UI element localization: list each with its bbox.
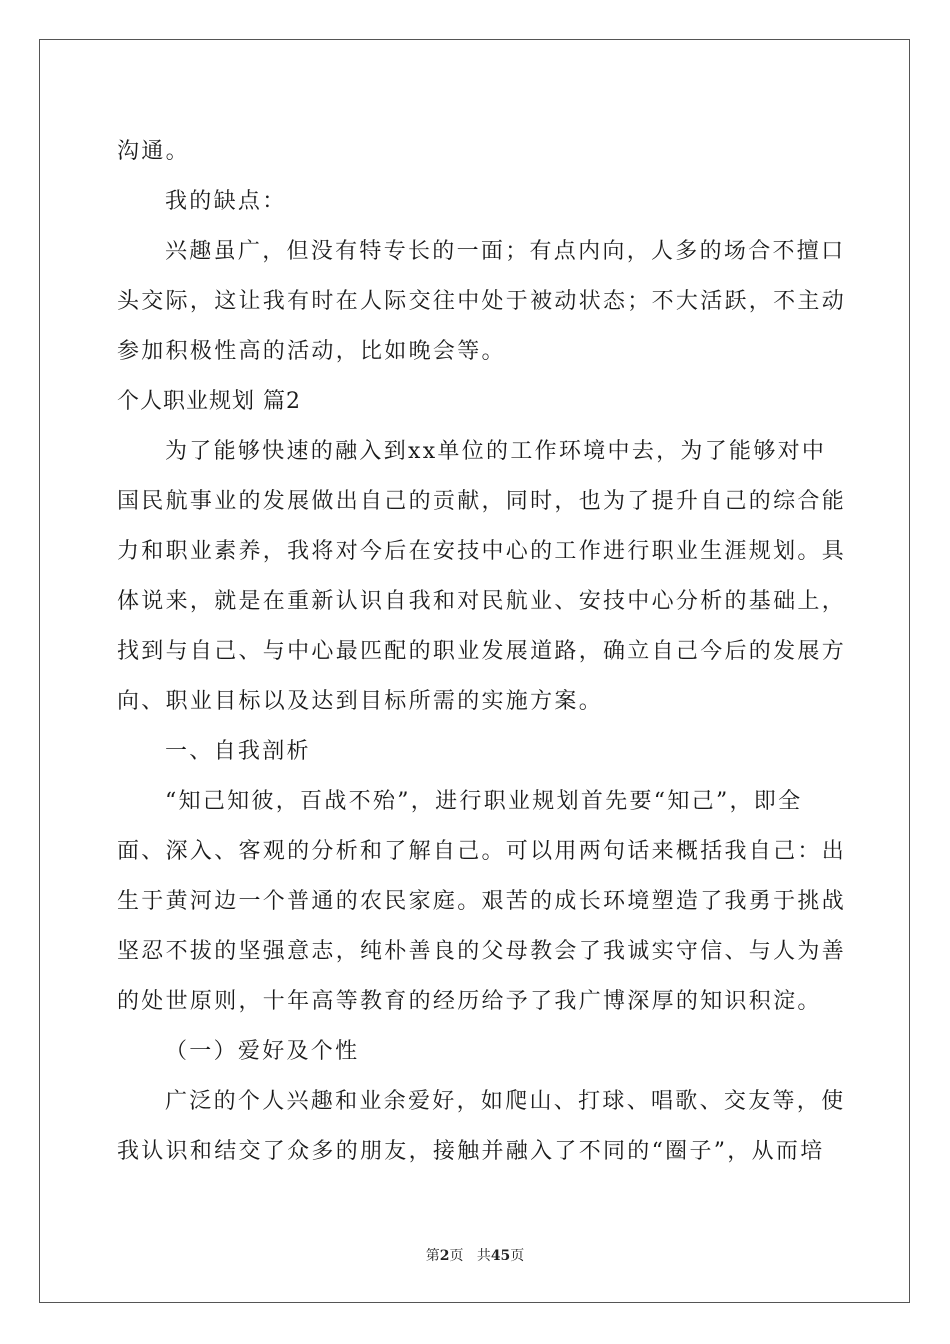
page-number: 2 [439, 1248, 450, 1264]
paragraph-line: 我的缺点： [165, 189, 287, 214]
subsection-heading: 一、自我剖析 [165, 739, 311, 764]
document-body [117, 127, 847, 1177]
paragraph-line: 找到与自己、与中心最匹配的职业发展道路，确立自己今后的发展方 [117, 639, 847, 664]
total-prefix: 共 [476, 1248, 491, 1264]
paragraph-line: 广泛的个人兴趣和业余爱好，如爬山、打球、唱歌、交友等，使 [165, 1089, 846, 1114]
section-heading: 个人职业规划 篇2 [117, 389, 301, 414]
paragraph-line: 我认识和结交了众多的朋友，接触并融入了不同的“圈子”，从而培 [117, 1139, 825, 1164]
paragraph-line: 体说来，就是在重新认识自我和对民航业、安技中心分析的基础上， [117, 589, 847, 614]
paragraph-line: 为了能够快速的融入到xx单位的工作环境中去，为了能够对中 [165, 439, 827, 464]
paragraph-line: 向、职业目标以及达到目标所需的实施方案。 [117, 689, 604, 714]
paragraph-line: 面、深入、客观的分析和了解自己。可以用两句话来概括我自己：出 [117, 839, 847, 864]
paragraph-line: “知己知彼，百战不殆”，进行职业规划首先要“知己”，即全 [165, 789, 803, 814]
page-footer [0, 1247, 950, 1265]
paragraph-line: 参加积极性高的活动，比如晚会等。 [117, 339, 506, 364]
paragraph-line: 的处世原则，十年高等教育的经历给予了我广博深厚的知识积淀。 [117, 989, 822, 1014]
paragraph-line: 头交际，这让我有时在人际交往中处于被动状态；不大活跃，不主动 [117, 289, 847, 314]
total-pages: 45 [490, 1248, 511, 1264]
page-suffix: 页 [449, 1248, 464, 1264]
page-prefix: 第 [425, 1248, 440, 1264]
paragraph-line: 沟通。 [117, 139, 190, 164]
paragraph-line: 兴趣虽广，但没有特专长的一面；有点内向，人多的场合不擅口 [165, 239, 846, 264]
paragraph-line: 坚忍不拔的坚强意志，纯朴善良的父母教会了我诚实守信、与人为善 [117, 939, 847, 964]
paragraph-line: 力和职业素养，我将对今后在安技中心的工作进行职业生涯规划。具 [117, 539, 847, 564]
paragraph-line: 国民航事业的发展做出自己的贡献，同时，也为了提升自己的综合能 [117, 489, 847, 514]
paragraph-line: 生于黄河边一个普通的农民家庭。艰苦的成长环境塑造了我勇于挑战 [117, 889, 847, 914]
subsection-heading: （一）爱好及个性 [165, 1039, 360, 1064]
total-suffix: 页 [510, 1248, 525, 1264]
